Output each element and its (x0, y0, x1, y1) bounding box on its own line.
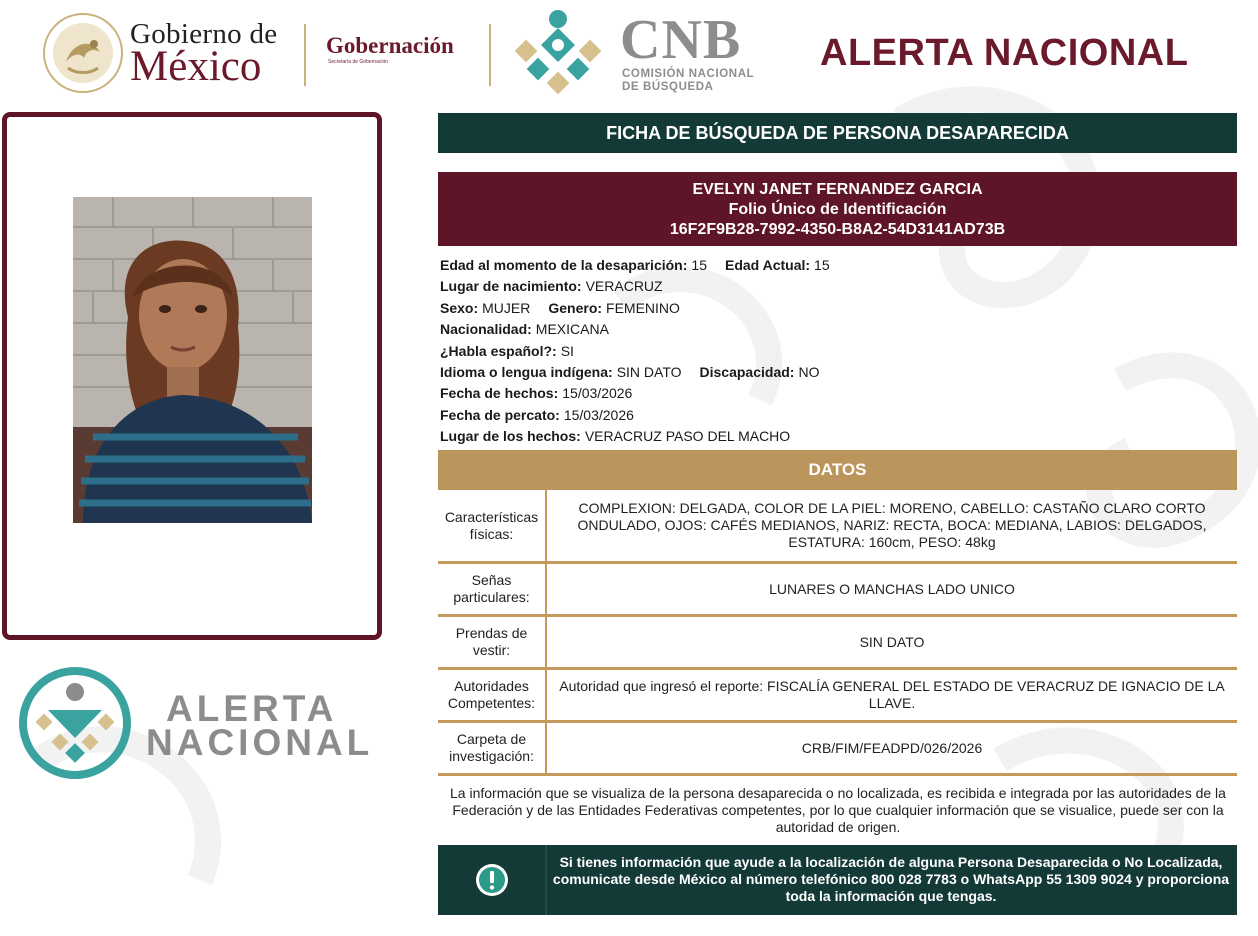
info-row-nacionalidad (440, 319, 830, 340)
edad-actual-label: Edad Actual: (724, 257, 811, 273)
exclamation-icon (474, 862, 510, 898)
person-info (440, 255, 830, 448)
fecha-percato-value: 15/03/2026 (563, 406, 634, 423)
lugar-nacimiento-value: VERACRUZ (585, 278, 663, 295)
gobernacion-text: Gobernación (326, 33, 454, 58)
idioma-label: Idioma o lengua indígena: (440, 364, 613, 381)
mexico-text: México (130, 43, 262, 90)
table-row (438, 617, 1237, 670)
info-row-idioma (440, 362, 830, 383)
folio-label: Folio Único de Identificación (728, 201, 947, 218)
datos-table (438, 490, 1237, 776)
cnb-subtitle-1: COMISIÓN NACIONAL (622, 68, 755, 80)
lugar-hechos-label: Lugar de los hechos: (440, 428, 581, 445)
cnb-logo-icon (510, 5, 606, 101)
carpeta-value: CRB/FIM/FEADPD/026/2026 (801, 739, 983, 756)
prendas-label: Prendas de vestir: (438, 617, 547, 667)
info-row-espanol (440, 341, 830, 362)
sexo-label: Sexo: (440, 299, 479, 316)
habla-espanol-label: ¿Habla español?: (440, 342, 557, 359)
fecha-percato-label: Fecha de percato: (440, 406, 560, 423)
prendas-value: SIN DATO (859, 633, 925, 650)
genero-value: FEMENINO (606, 299, 680, 316)
info-row-nacimiento (440, 276, 830, 297)
sexo-value: MUJER (482, 299, 531, 316)
discapacidad-label: Discapacidad: (699, 364, 795, 381)
datos-header: DATOS (438, 450, 1237, 490)
edad-desaparicion-label: Edad al momento de la desaparición: (440, 257, 688, 273)
discapacidad-value: NO (798, 364, 820, 381)
senas-label: Señas particulares: (438, 564, 547, 614)
table-row (438, 564, 1237, 617)
header-divider (304, 24, 306, 86)
senas-value: LUNARES O MANCHAS LADO UNICO (769, 580, 1015, 597)
fecha-hechos-value: 15/03/2026 (562, 385, 633, 402)
alerta-nacional-logo-icon (18, 666, 132, 780)
carpeta-label: Carpeta de investigación: (438, 723, 547, 773)
edad-desaparicion-value: 15 (691, 257, 707, 273)
contact-info-box (438, 845, 1237, 915)
info-row-lugar-hechos (440, 426, 830, 447)
ficha-title-banner: FICHA DE BÚSQUEDA DE PERSONA DESAPARECIDA (438, 113, 1237, 153)
table-row (438, 670, 1237, 723)
person-name: EVELYN JANET FERNANDEZ GARCIA (692, 181, 983, 198)
gobierno-de-text: Gobierno de (130, 18, 278, 50)
info-row-edad (440, 255, 830, 276)
table-row (438, 723, 1237, 776)
edad-actual-value: 15 (814, 257, 830, 273)
contact-text: Si tienes información que ayude a la localización de alguna Persona Desaparecida o No Localizada, comunicate desde México al número telefónico 800 028 7783 o WhatsApp 55 1309 9024 y proporciona toda la información que tengas. (552, 854, 1230, 904)
alerta-logo-text-line2: NACIONAL (146, 722, 374, 763)
habla-espanol-value: SI (560, 342, 574, 359)
cnb-subtitle-2: DE BÚSQUEDA (622, 81, 714, 93)
mexico-seal-icon (42, 12, 124, 94)
person-name-banner (438, 172, 1237, 246)
disclaimer-text: La información que se visualiza de la persona desaparecida o no localizada, es recibida e integrada por las autoridades de la Federación y de las Entidades Federativas competentes, por lo que cualquier información que se visualice, puede ser con la autoridad de origen. (450, 785, 1226, 835)
secretaria-text: Secretaría de Gobernación (328, 59, 389, 65)
nacionalidad-value: MEXICANA (535, 321, 609, 338)
autoridades-label: Autoridades Competentes: (438, 670, 547, 720)
idioma-value: SIN DATO (616, 364, 682, 381)
caracteristicas-label: Características físicas: (438, 490, 547, 561)
fecha-hechos-label: Fecha de hechos: (440, 385, 559, 402)
cnb-title: CNB (620, 9, 742, 71)
nacionalidad-label: Nacionalidad: (440, 321, 532, 338)
autoridades-value: Autoridad que ingresó el reporte: FISCALÍA GENERAL DEL ESTADO DE VERACRUZ DE IGNACIO DE LA LLAVE. (559, 678, 1225, 711)
genero-label: Genero: (548, 299, 603, 316)
info-row-fecha-hechos (440, 383, 830, 404)
folio-value: 16F2F9B28-7992-4350-B8A2-54D3141AD73B (669, 221, 1006, 238)
header-divider (489, 24, 491, 86)
alerta-nacional-heading: ALERTA NACIONAL (820, 32, 1189, 74)
caracteristicas-value: COMPLEXION: DELGADA, COLOR DE LA PIEL: MORENO, CABELLO: CASTAÑO CLARO CORTO ONDULADO, OJOS: CAFÉS MEDIANOS, NARIZ: RECTA, BOCA: MEDIANA, LABIOS: DELGADOS, ESTATURA: 160cm, PESO: 48kg (577, 500, 1207, 550)
table-row (438, 490, 1237, 564)
info-row-sexo (440, 298, 830, 319)
lugar-hechos-value: VERACRUZ PASO DEL MACHO (584, 428, 791, 445)
alerta-logo-text-line1: ALERTA (166, 688, 338, 729)
missing-person-photo (73, 197, 312, 523)
info-row-fecha-percato (440, 405, 830, 426)
lugar-nacimiento-label: Lugar de nacimiento: (440, 278, 582, 295)
